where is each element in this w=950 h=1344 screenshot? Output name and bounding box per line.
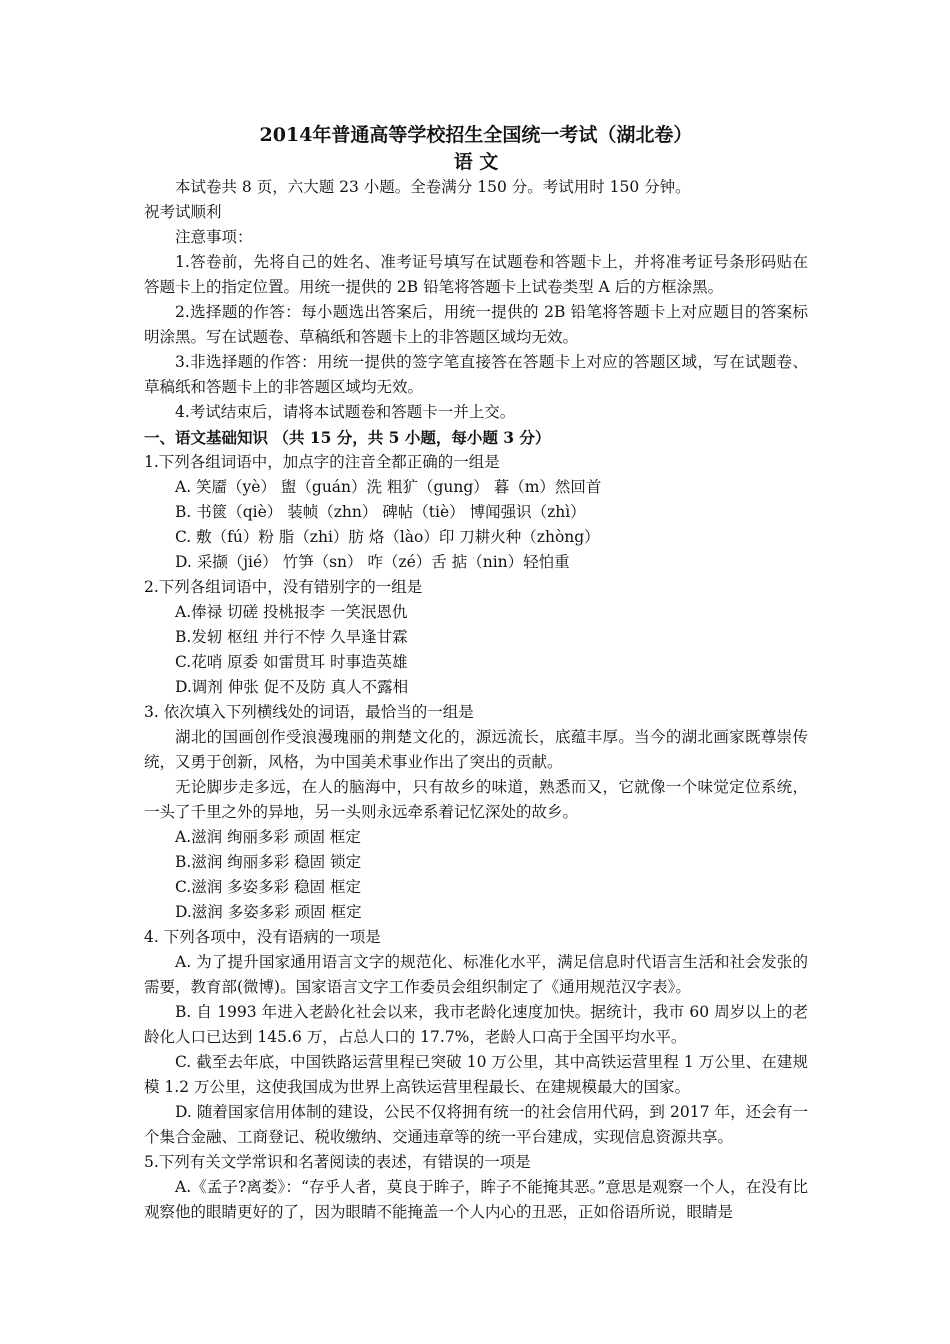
notice-item: 1.答卷前，先将自己的姓名、准考证号填写在试题卷和答题卡上，并将准考证号条形码贴在答题卡上的指定位置。用统一提供的 2B 铅笔将答题卡上试卷类型 A 后的方框涂黑。 [144, 253, 808, 296]
question-option: C.花哨 原委 如雷贯耳 时事造英雄 [175, 653, 408, 671]
subject-title: 语 文 [453, 151, 499, 173]
question-stem: 1.下列各组词语中，加点字的注音全都正确的一组是 [144, 453, 500, 471]
question-option: D. 随着国家信用体制的建设，公民不仅将拥有统一的社会信用代码，到 2017 年，还会有一个集合金融、工商登记、税收缴纳、交通违章等的统一平台建成，实现信息资源共享。 [144, 1103, 808, 1146]
intro-line: 本试卷共 8 页，六大题 23 小题。全卷满分 150 分。考试用时 150 分钟。 [175, 178, 691, 196]
exam-title: 2014年普通高等学校招生全国统一考试（湖北卷） [259, 124, 693, 146]
question-option: A.滋润 绚丽多彩 顽固 框定 [175, 828, 361, 846]
question-option: C. 敷（fú）粉 脂（zhi）肪 烙（lào）印 刀耕火种（zhòng） [175, 528, 600, 546]
question-option: D.滋润 多姿多彩 顽固 框定 [175, 903, 362, 921]
question-option: A. 为了提升国家通用语言文字的规范化、标准化水平，满足信息时代语言生活和社会发张的需要，教育部(微博)。国家语言文字工作委员会组织制定了《通用规范汉字表》。 [144, 953, 808, 996]
question-stem: 2.下列各组词语中，没有错别字的一组是 [144, 578, 423, 596]
question-option: A. 笑靥（yè） 盥（guán）洗 粗犷（gung） 暮（m）然回首 [175, 478, 602, 496]
question-stem: 4. 下列各项中，没有语病的一项是 [144, 928, 381, 946]
question-option: A.《孟子?离娄》：“存乎人者，莫良于眸子，眸子不能掩其恶。”意思是观察一个人，在没有比观察他的眼睛更好的了，因为眼睛不能掩盖一个人内心的丑恶，正如俗语所说，眼睛是 [144, 1178, 808, 1221]
blessing-line: 祝考试顺利 [144, 203, 222, 221]
question-passage: 湖北的国画创作受浪漫瑰丽的荆楚文化的，源远流长，底蕴丰厚。当今的湖北画家既尊崇传统，又勇于创新，风格，为中国美术事业作出了突出的贡献。 [144, 728, 808, 771]
question-passage: 无论脚步走多远，在人的脑海中，只有故乡的味道，熟悉而又，它就像一个味觉定位系统，一头了千里之外的异地，另一头则永远牵系着记忆深处的故乡。 [144, 778, 808, 821]
question-stem: 3. 依次填入下列横线处的词语，最恰当的一组是 [144, 703, 474, 721]
question-option: A.俸禄 切磋 投桃报李 一笑泯恩仇 [175, 603, 408, 621]
question-option: C.滋润 多姿多彩 稳固 框定 [175, 878, 362, 896]
question-option: B.滋润 绚丽多彩 稳固 锁定 [175, 853, 362, 871]
section-heading: 一、语文基础知识 （共 15 分，共 5 小题，每小题 3 分） [144, 428, 551, 447]
notice-item: 3.非选择题的作答：用统一提供的签字笔直接答在答题卡上对应的答题区域，写在试题卷、草稿纸和答题卡上的非答题区域均无效。 [144, 353, 808, 396]
question-stem: 5.下列有关文学常识和名著阅读的表述，有错误的一项是 [144, 1153, 531, 1171]
notice-item: 2.选择题的作答：每小题选出答案后，用统一提供的 2B 铅笔将答题卡上对应题目的答案标明涂黑。写在试题卷、草稿纸和答题卡上的非答题区域均无效。 [144, 303, 808, 346]
question-option: D. 采撷（jié） 竹笋（sn） 咋（zé）舌 掂（nin）轻怕重 [175, 553, 570, 571]
question-option: B. 自 1993 年进入老龄化社会以来，我市老龄化速度加快。据统计，我市 60 周岁以上的老龄化人口已达到 145.6 万，占总人口的 17.7%，老龄人口高于全国平均水平。 [144, 1003, 808, 1046]
notice-title: 注意事项： [175, 228, 253, 246]
question-option: B.发轫 枢纽 并行不悖 久旱逢甘霖 [175, 628, 408, 646]
question-option: D.调剂 伸张 促不及防 真人不露相 [175, 678, 409, 696]
question-option: B. 书篋（qiè） 装帧（zhn） 碑帖（tiè） 博闻强识（zhì） [175, 503, 586, 521]
exam-page [144, 118, 808, 1225]
question-option: C. 截至去年底，中国铁路运营里程已突破 10 万公里，其中高铁运营里程 1 万公里、在建规模 1.2 万公里，这使我国成为世界上高铁运营里程最长、在建规模最大的国家。 [144, 1053, 808, 1096]
notice-item: 4.考试结束后，请将本试题卷和答题卡一并上交。 [175, 403, 516, 421]
